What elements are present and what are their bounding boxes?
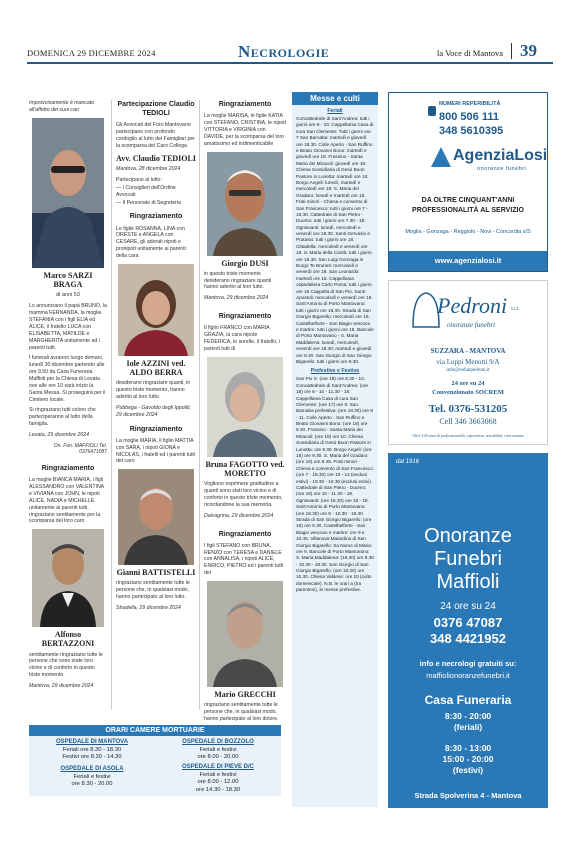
notice-text: La moglie MARISA, le figlie KATIA con STEFANO, CRISTINA, le nipoti VITTORIA e VIRGINIA con DAVIDE, per la scomparsa del loro amatissimo ed indimenticabile bbox=[204, 113, 286, 147]
notice-text: ringraziano sentitamente tutte le persone che, in qualsiasi modo, hanno partecipato al loro dolore. bbox=[204, 702, 279, 722]
email-link[interactable]: info@onfanpedroni.it bbox=[446, 368, 490, 373]
hours-label: (festivi) bbox=[452, 765, 484, 775]
deceased-name: Giorgio DUSI bbox=[221, 258, 269, 268]
header-rule bbox=[27, 62, 553, 64]
hours-line: Festivi ore 8.30 - 14.30 bbox=[62, 754, 122, 761]
notice-text: sentitamente ringraziano tutte le persone che sono state loro vicine e di conforto in questo triste momento. bbox=[29, 651, 103, 679]
notice-text: Il figlio FRANCO con MARIA GRAZIA, la cara nipote FEDERICA, le sorelle, il fratello, i parenti tutti di bbox=[204, 325, 281, 352]
column-dusi bbox=[204, 100, 286, 738]
column-divider bbox=[111, 100, 112, 710]
newspaper-name: la Voce di Mantova bbox=[437, 48, 504, 58]
deceased-age: di anni 53 bbox=[56, 292, 80, 299]
mass-schedule-title: Messe e culti bbox=[292, 92, 378, 105]
notice-text: Gli Avvocati del Foro Mantovano partecipano con profondo cordoglio al lutto dei Famigliari per la scomparsa del Caro Collega bbox=[116, 122, 196, 150]
brand-title: Onoranze bbox=[424, 525, 512, 547]
weekday-schedule: Concattedrale di Sant'Andrea: tutti i giorni ore 8 - 10. Cappellania Casa di cura San Clemente: Tutti i giorni ore 7 San Barnaba: martedì e giovedì ore 18.30. Colle Aperto - San Ruffino e Beato Giovanni Bono: martedì e giovedì ore 18. Frassino - Santa Maria dei Miracoli: giovedì ore 18. Chiesa Sussidiaria di Gesù Buon Pastore in Lunetta: martedì ore 18. Borgo Angeli: lunedì, martedì e mercoledì ore 18. S. Maria del Gradaro: lunedì e martedì ore 18. Frati minori - Chiesa e convento di San Francesco: tutti i giorni ore 7 - 18.30. Cattedrale di San Pietro - Duomo: tutti i giorni ore 7.30 - 18. Ognissanti: lunedì, mercoledì e venerdì ore 18.30. Santi Gervasio e Protasio: tutti i giorni ore 18. Cittadella: mercoledì e venerdì ore 18. S. Maria della Carità: tutti i giorni ore 18.30. San Luigi Gonzaga in Borgo Te Bruneti: mercoledì e venerdì ore 18. San Leonardo: martedì ore 18. Cappellania ospedaliera Carlo Poma: tutti i giorni ore 16 Cappella di San Pio. Santi Apostoli: mercoledì e venerdì ore 18. Sant'Antonio di Porto Mantovano: tutti i giorni ore 18.30. Strada di San Giorgio Bigarello: mercoledì ore 18. Castelbelforte - San Biagio vescovo e martire: tutti i giorni ore 18. Bancole di Porto Mantovano - S. Maria Maddalena: lunedì, mercoledì, venerdì ore 18.30; martedì e giovedì ore 8.30. San Giorgio di San Giorgio Bigarello: tutti i giorni ore 8.30. bbox=[296, 116, 374, 364]
hours-line: ore 8.00 - 20.00 bbox=[197, 754, 239, 761]
phone-number: 348 4421952 bbox=[430, 631, 506, 646]
brand-suffix: s.r.l. bbox=[511, 307, 520, 312]
notice-place: Pubbega - Gavoldo degli Ippoliti, 29 dicembre 2024 bbox=[116, 404, 191, 418]
hospital-title: OSPEDALE DI ASOLA bbox=[60, 766, 124, 772]
notice-place: Mantova, 29 dicembre 2024 bbox=[29, 683, 94, 690]
section-title: Necrologie bbox=[238, 42, 330, 61]
hospital-mantova bbox=[33, 739, 151, 762]
page-header bbox=[27, 40, 553, 62]
mass-schedule-box bbox=[292, 92, 378, 807]
weekday-heading: Feriali bbox=[327, 108, 343, 114]
losi-logo-icon bbox=[429, 145, 453, 169]
hospital-asola bbox=[33, 766, 151, 789]
deceased-name: Marco SARZI BRAGA bbox=[43, 270, 93, 289]
header-date: DOMENICA 29 DICEMBRE 2024 bbox=[27, 48, 156, 58]
address-line: Strada Spolverina 4 - Mantova bbox=[414, 791, 522, 800]
notice-text: I figli STEFANO con BRUNA, RENZO con TERESA e DANIELE con ANNALISA, i nipoti ALICE, ENRICO, PIETRO ed i parenti tutti del bbox=[204, 542, 284, 577]
hours-line: Feriali e festivi bbox=[199, 746, 237, 753]
notice-text: La moglie MARIA, il figlio MATTIA con SARA, i nipoti GIONA e NICOLAS, i fratelli ed i parenti tutti del caro bbox=[116, 437, 195, 465]
portrait-photo-grecchi bbox=[207, 581, 283, 687]
notice-text: — I Consiglieri dell'Ordine Avvocati bbox=[116, 184, 176, 198]
notice-text: Vogliono esprimere gratitudine a quanti sono stati loro vicino e di conforto in questo triste momento, ricordandone la sua memoria. bbox=[204, 481, 283, 508]
hospital-title: OSPEDALE DI MANTOVA bbox=[55, 739, 129, 745]
phone-number: Tel. 0376-531205 bbox=[428, 403, 508, 415]
slogan-line: DA OLTRE CINQUANT'ANNI bbox=[421, 197, 515, 204]
footer-line: Oltre 100 anni di professionalità, esperienza, sensibilità, riservatezza bbox=[412, 433, 524, 438]
hours-line: ore 8.30 - 20.00 bbox=[71, 781, 113, 788]
deceased-name: Alfonso BERTAZZONI bbox=[41, 630, 95, 649]
notice-text: Si ringraziano tutti coloro che parteciperanno al lutto della famiglia. bbox=[29, 407, 96, 428]
address-street: via Luppi Menotti 9/A bbox=[436, 358, 500, 366]
notice-text: ringraziano sentitamente tutte le persone che, in qualsiasi modo, hanno partecipato al loro lutto. bbox=[116, 580, 190, 601]
ad-agenzia-losi bbox=[388, 92, 548, 272]
hours-line: Feriali e festivi bbox=[73, 773, 111, 780]
hospital-pieve bbox=[159, 764, 277, 794]
founded-label: dal 1916 bbox=[396, 459, 420, 465]
phone-block bbox=[439, 101, 543, 137]
brand-tagline: onoranze funebri bbox=[447, 321, 496, 329]
address-town: SUZZARA - MANTOVA bbox=[430, 347, 506, 355]
brand-name: AgenziaLosi bbox=[453, 147, 548, 164]
mobile-number: Cell 346 3663068 bbox=[439, 417, 497, 426]
hours-line: ore 14.30 - 18.30 bbox=[195, 786, 241, 793]
portrait-photo-fagotto bbox=[207, 357, 283, 457]
hospital-title: OSPEDALE DI PIEVE D/C bbox=[181, 764, 254, 770]
notice-place: Mantova, 28 dicembre 2024 bbox=[116, 166, 181, 173]
ad-maffioli bbox=[388, 453, 548, 808]
column-divider bbox=[199, 100, 200, 710]
deceased-name: Mario GRECCHI bbox=[214, 690, 276, 700]
notice-place: Dalvagrina, 29 dicembre 2024 bbox=[204, 512, 274, 519]
column-sarzi-braga bbox=[29, 100, 107, 694]
portrait-photo-azzini bbox=[118, 264, 194, 356]
notice-intro: Improvvisamente è mancato all'affetto dei suoi cari bbox=[29, 100, 95, 113]
hours-line: 8:30 - 13:00 bbox=[444, 743, 492, 753]
phone-number: 348 5610395 bbox=[439, 125, 504, 137]
brand-name: Pedroni bbox=[437, 293, 508, 318]
deceased-name: Iole AZZINI ved. ALDO BERRA bbox=[126, 358, 186, 378]
website-link[interactable]: maffiolionoranzefunebri.it bbox=[426, 671, 510, 680]
portrait-photo-dusi bbox=[207, 152, 283, 256]
notice-text: in questo triste momento desiderano ringraziare quanti hanno aderito al loro lutto. bbox=[204, 270, 272, 291]
hours-label: (feriali) bbox=[453, 722, 483, 732]
notice-text: Lo annunciano il papà BRUNO, la mamma FERNANDA, la moglie STEFANIA con i figli ELIA ed ALICE, il fratello LUCA con ELISABETTA, MATILDE e MARGHERITA unitamente ad i parenti tutti. bbox=[29, 303, 107, 351]
header-separator bbox=[511, 43, 512, 59]
mortuary-hours-box bbox=[29, 725, 281, 796]
slogan-line: PROFESSIONALITÀ AL SERVIZIO bbox=[412, 207, 524, 214]
deceased-name: Bruna FAGOTTO ved. MORETTO bbox=[205, 459, 285, 479]
phone-number: 800 506 111 bbox=[439, 111, 499, 123]
info-line: info e necrologi gratuiti su: bbox=[419, 659, 517, 668]
deceased-name: Avv. Claudio TEDIOLI bbox=[116, 153, 196, 163]
hours-line: 24 ore su 24 bbox=[451, 380, 485, 387]
notice-place: Levata, 29 dicembre 2024 bbox=[29, 431, 89, 438]
heading-ringraziamento: Ringraziamento bbox=[129, 425, 183, 433]
brand-title: Maffioli bbox=[436, 571, 500, 593]
notice-place: Mantova, 29 dicembre 2024 bbox=[204, 295, 269, 302]
hours-line: 8:30 - 20:00 bbox=[444, 711, 492, 721]
heading-ringraziamento: Ringraziamento bbox=[218, 313, 272, 321]
portrait-photo-sarzi-braga bbox=[32, 118, 104, 268]
column-tedioli bbox=[116, 100, 196, 616]
notice-text: Partecipano al lutto: bbox=[116, 176, 162, 183]
agency-signature: On. Fun. MAFFIOLI Tel. 0376471087 bbox=[53, 442, 107, 456]
notice-text: La moglie BIANCA MARIA, i figli ALESSANDRO con VALENTINA e VIVIANA con JOHN, le nipoti ALICE, NADIA e MICHELLE, unitamente ai parenti tutti, ringraziano sentitamente per la scomparsa del loro caro bbox=[29, 477, 104, 525]
notice-text: — Il Personale di Segreteria bbox=[116, 199, 181, 206]
hospital-bozzolo bbox=[159, 739, 277, 762]
deceased-name: Gianni BATTISTELLI bbox=[116, 568, 196, 578]
website-link[interactable]: www.agenzialosi.it bbox=[389, 251, 547, 271]
casa-funeraria-title: Casa Funeraria bbox=[424, 693, 512, 707]
towns-list: Moglia - Gonzaga - Reggiolo - Novi - Concordia s/S bbox=[405, 229, 531, 235]
hours-line: Feriali ore 8.30 - 18.30 bbox=[62, 746, 122, 753]
mortuary-hours-grid bbox=[29, 736, 281, 793]
notice-text: I funerali avranno luogo domani, lunedì 30 dicembre partendo alle ore 9.50 da Casa Funeraria Maffioli per la Chiesa di Levata ove alle ore 10 sarà inizio la Santa Messa. Si proseguirà per il Cimitero locale. bbox=[29, 355, 106, 403]
brand-tagline: onoranze funebri bbox=[477, 166, 527, 172]
page-number: 39 bbox=[520, 41, 537, 60]
heading-ringraziamento: Ringraziamento bbox=[218, 101, 272, 108]
convention-line: Convenzionato SOCREM bbox=[432, 389, 504, 396]
phone-number: 0376 47087 bbox=[433, 615, 503, 630]
brand-title: Funebri bbox=[434, 548, 502, 570]
heading-ringraziamento: Ringraziamento bbox=[218, 530, 272, 538]
heading-ringraziamento: Ringraziamento bbox=[41, 465, 95, 472]
notice-text: desiderano ringraziare quanti, in questo triste momento, hanno aderito al loro lutto. bbox=[116, 380, 191, 401]
hours-line: 24 ore su 24 bbox=[440, 601, 496, 612]
notice-place: Stradella, 29 dicembre 2024 bbox=[116, 605, 181, 612]
mortuary-hours-title: ORARI CAMERE MORTUARIE bbox=[29, 725, 281, 736]
heading-ringraziamento: Ringraziamento bbox=[129, 213, 183, 221]
phone-label: NUMERI REPERIBILITÀ bbox=[439, 101, 501, 107]
hours-line: Feriali e festivi bbox=[199, 771, 237, 778]
heading-partecipazione: Partecipazione Claudio TEDIOLI bbox=[117, 101, 195, 118]
ad-pedroni bbox=[388, 280, 548, 445]
notice-text: Le figlie ROSANNA, LINA con ORESTE e ANGELA con CESARE, gli adorati nipoti e pronipoti unitamente ai parenti della cara bbox=[116, 225, 186, 260]
phone-icon bbox=[427, 105, 437, 117]
portrait-photo-bertazzoni bbox=[32, 529, 104, 627]
hours-line: ore 8.00 - 12.00 bbox=[197, 779, 239, 786]
hours-line: 15:00 - 20:00 bbox=[442, 754, 494, 764]
hospital-title: OSPEDALE DI BOZZOLO bbox=[182, 739, 254, 745]
festive-schedule: San Pio X: (ore 18) ore 8.30 - 10. Concattedrale di Sant'Andrea: (ore 18) ore 8 - 10 - 11.30 - 18. Cappellania Casa di cura San Clemente: (ore 17) ore 9. San Barnaba prefestiva: (ore 18.30) ore 8 - 11. Colle Aperto - San Ruffino e Beato Giovanni Bono: (ore 18) ore 9.30. Frassino - Santa Maria dei Miracoli: (ore 18) ore 10. Chiesa Sussidiaria di Gesù Buon Pastore in Lunetta: ore 9.30. Borgo Angeli: (ore 18) ore 9.30. S. Maria del Gradaro: (ore 18) ore 8.45. Frati minori - Chiesa e convento di San Francesco: (ore 7 - 18.30) ore 10 - 12 (esclusi estivi) - 18.30 - 19.30 (esclusi estivi). Cattedrale di San Pietro - Duomo: (ore 18) ore 10 - 11.30 - 18. Ognissanti: (ore 18.30) ore 10 - 18. Sant'Antonio di Porto Mantovano: (ore 18.30) ore 8 - 10.30 - 18.30. Strada di San Giorgio Bigarello: (ore 18) ore 9.30. Castelbelforte - San Biagio vescovo e martire: ore 9 e 10.45. Villanova Maiardina di San Giorgio Bigarello: Sa Nome di Maria: ore 9. Bancole di Porto Mantovano: S. Maria Maddalena: (18.30) ore 8.30 - 10.30 - 18.30. San Giorgio di San Giorgio Bigarello: (ore 18.30) ore 10.30. Chiesa Valdese: ore 10 (culto domenicale). N.B. le orari a (tra parentesi), le messe prefestive. bbox=[296, 376, 374, 593]
portrait-photo-battistelli bbox=[118, 469, 194, 565]
festive-heading: Prefestive e Festive bbox=[310, 368, 360, 375]
